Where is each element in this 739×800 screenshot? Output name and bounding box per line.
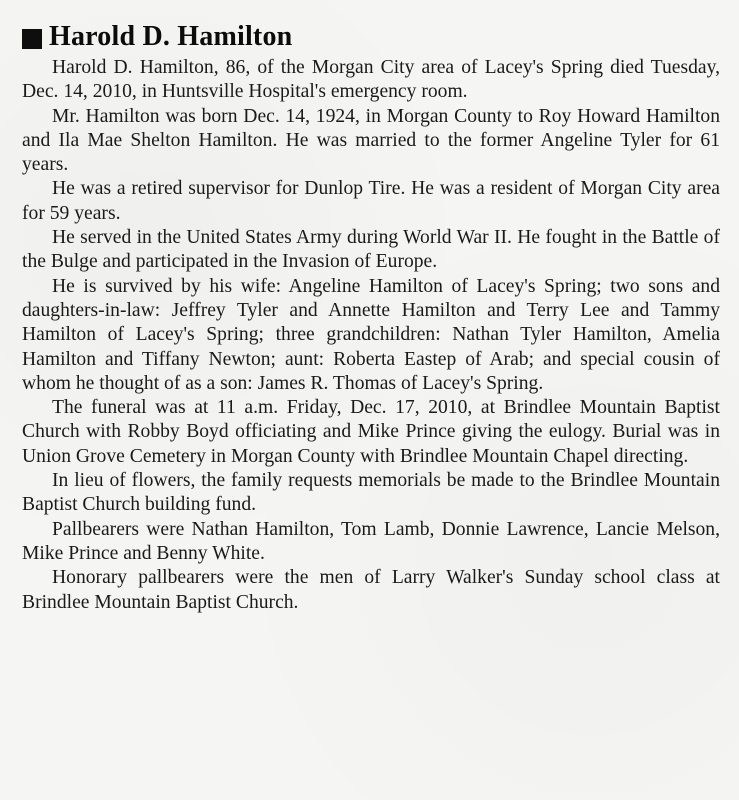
paragraph-military-service: He served in the United States Army during World War II. He fought in the Battle of the Bulge and participated in the Invasion of Europe.: [22, 227, 720, 273]
paragraph-memorials: In lieu of flowers, the family requests memorials be made to the Brindlee Mountain Baptist Church building fund.: [22, 470, 720, 516]
paragraph-pallbearers: Pallbearers were Nathan Hamilton, Tom Lamb, Donnie Lawrence, Lancie Melson, Mike Prince and Benny White.: [22, 518, 720, 564]
paragraph-career: He was a retired supervisor for Dunlop Tire. He was a resident of Morgan City area for 59 years.: [22, 178, 720, 224]
paragraph-funeral: The funeral was at 11 a.m. Friday, Dec. 17, 2010, at Brindlee Mountain Baptist Church with Robby Boyd officiating and Mike Prince giving the eulogy. Burial was in Union Grove Cemetery in Morgan County with Brindlee Mountain Chapel directing.: [22, 397, 720, 467]
headline: [22, 16, 723, 58]
obituary-body: [22, 56, 720, 615]
paragraph-birth-marriage: Mr. Hamilton was born Dec. 14, 1924, in Morgan County to Roy Howard Hamilton and Ila Mae Shelton Hamilton. He was married to the former Angeline Tyler for 61 years.: [22, 105, 720, 176]
paragraph-survivors: He is survived by his wife: Angeline Hamilton of Lacey's Spring; two sons and daughters-in-law: Jeffrey Tyler and Annette Hamilton and Terry Lee and Tammy Hamilton of Lacey's Spring; three grandchildren: Nathan Tyler Hamilton, Amelia Hamilton and Tiffany Newton; aunt: Roberta Eastep of Arab; and special cousin of whom he thought of as a son: James R. Thomas of Lacey's Spring.: [22, 275, 720, 394]
obituary-title: Harold D. Hamilton: [49, 21, 293, 52]
paragraph-honorary-pallbearers: Honorary pallbearers were the men of Larry Walker's Sunday school class at Brindlee Mountain Baptist Church.: [22, 567, 720, 613]
paragraph-death-notice: Harold D. Hamilton, 86, of the Morgan City area of Lacey's Spring died Tuesday, Dec. 14, 2010, in Huntsville Hospital's emergency room.: [22, 57, 720, 103]
square-bullet-icon: [22, 29, 42, 49]
